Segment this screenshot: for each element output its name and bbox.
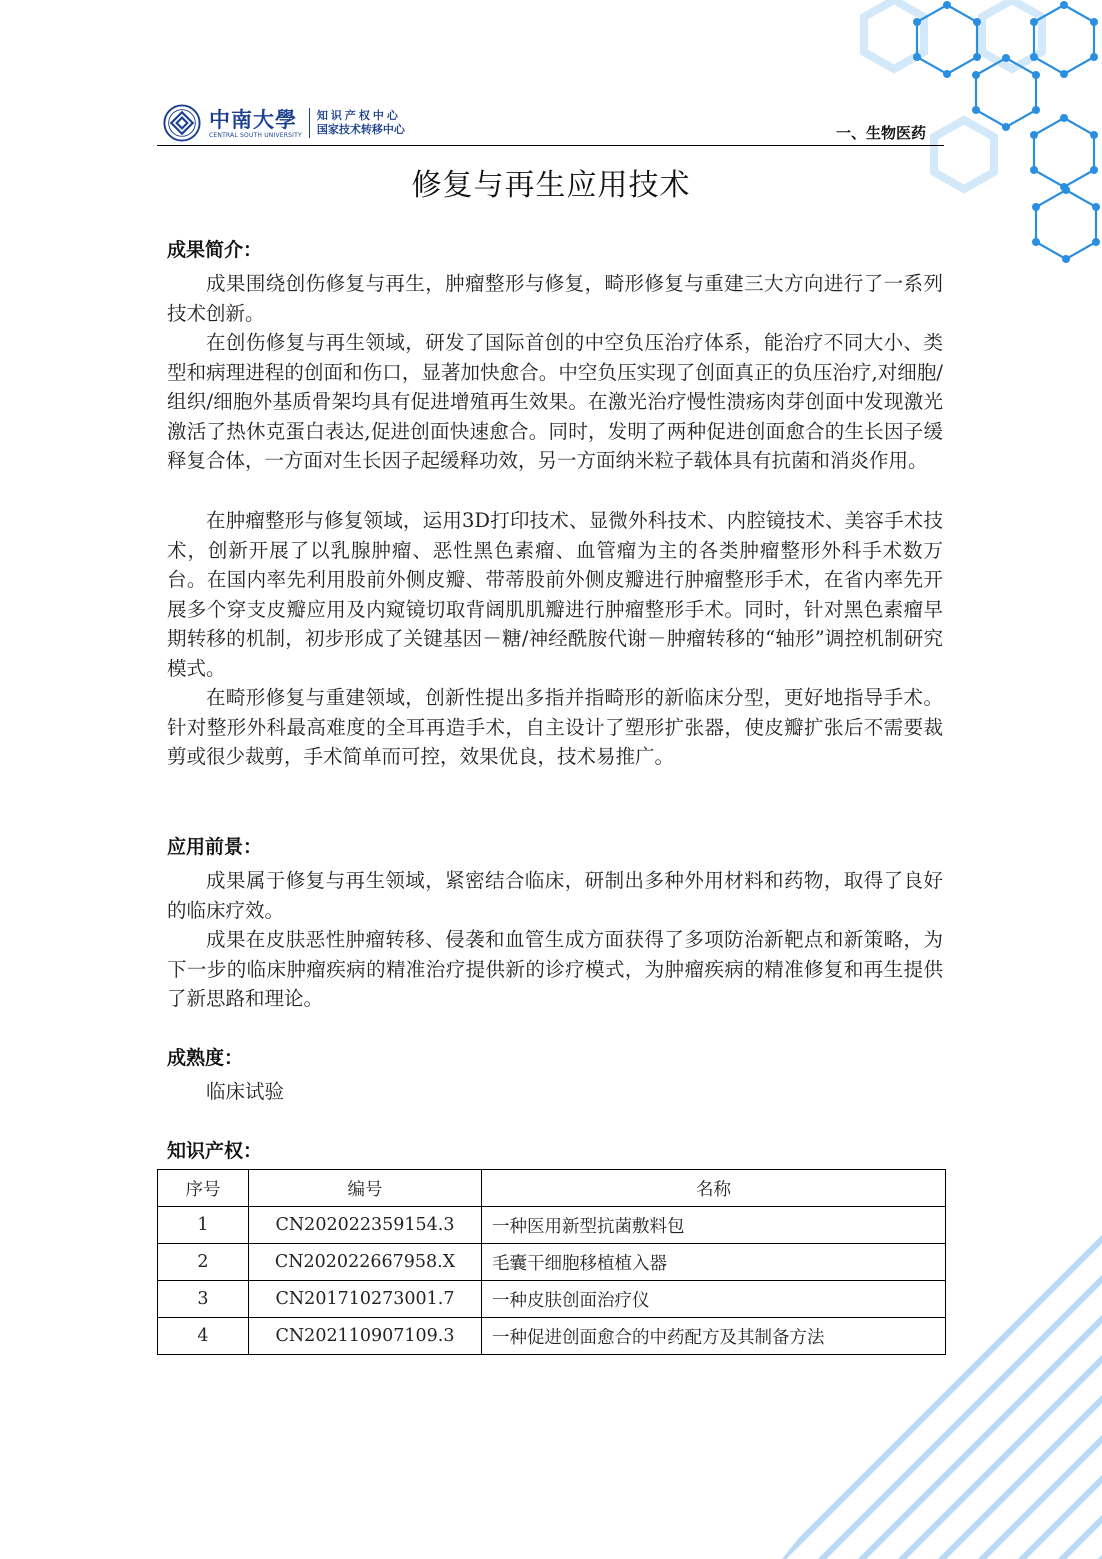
ip-heading: 知识产权： bbox=[167, 1140, 263, 1162]
intro-paragraph: 在肿瘤整形与修复领域，运用3D打印技术、显微外科技术、内腔镜技术、美容手术技术，创新开展了以乳腺肿瘤、恶性黑色素瘤、血管瘤为主的各类肿瘤整形外科手术数万台。在国内率先利用股前外侧皮瓣、带蒂股前外侧皮瓣进行肿瘤整形手术，在省内率先开展多个穿支皮瓣应用及内窥镜切取背阔肌肌瓣进行肿瘤整形手术。同时，针对黑色素瘤早期转移的机制，初步形成了关键基因－糖/神经酰胺代谢－肿瘤转移的“轴形”调控机制研究模式。 bbox=[167, 509, 943, 680]
column-header-index: 序号 bbox=[158, 1170, 249, 1207]
table-row bbox=[158, 1244, 946, 1281]
cell-patent-name: 毛囊干细胞移植植入器 bbox=[482, 1244, 946, 1281]
cell-index: 4 bbox=[158, 1318, 249, 1355]
intro-heading: 成果简介： bbox=[167, 239, 263, 261]
hexagon-decoration bbox=[802, 0, 1102, 300]
column-header-name: 名称 bbox=[482, 1170, 946, 1207]
cell-index: 2 bbox=[158, 1244, 249, 1281]
university-name-cn: 中南大學 bbox=[209, 106, 297, 132]
maturity-value: 临床试验 bbox=[206, 1080, 285, 1103]
table-header-row bbox=[158, 1170, 946, 1207]
ip-table bbox=[157, 1169, 946, 1355]
university-seal-icon bbox=[163, 104, 201, 142]
university-name-en: CENTRAL SOUTH UNIVERSITY bbox=[209, 131, 302, 139]
cell-patent-number: CN202022667958.X bbox=[249, 1244, 482, 1281]
logo-divider bbox=[309, 108, 310, 138]
cell-patent-name: 一种医用新型抗菌敷料包 bbox=[482, 1207, 946, 1244]
header-divider bbox=[157, 145, 944, 146]
prospect-paragraph: 成果属于修复与再生领域，紧密结合临床，研制出多种外用材料和药物，取得了良好的临床疗效。 bbox=[167, 869, 943, 922]
cell-patent-name: 一种皮肤创面治疗仪 bbox=[482, 1281, 946, 1318]
cell-index: 1 bbox=[158, 1207, 249, 1244]
prospect-paragraph: 成果在皮肤恶性肿瘤转移、侵袭和血管生成方面获得了多项防治新靶点和新策略，为下一步的临床肿瘤疾病的精准治疗提供新的诊疗模式，为肿瘤疾病的精准修复和再生提供了新思路和理论。 bbox=[167, 928, 943, 1011]
column-header-number: 编号 bbox=[249, 1170, 482, 1207]
table-row bbox=[158, 1318, 946, 1355]
intro-paragraph: 在畸形修复与重建领域，创新性提出多指并指畸形的新临床分型，更好地指导手术。针对整形外科最高难度的全耳再造手术，自主设计了塑形扩张器，使皮瓣扩张后不需要裁剪或很少裁剪，手术简单而可控，效果优良，技术易推广。 bbox=[167, 686, 943, 769]
table-row bbox=[158, 1281, 946, 1318]
cell-index: 3 bbox=[158, 1281, 249, 1318]
intro-paragraph: 成果围绕创伤修复与再生，肿瘤整形与修复，畸形修复与重建三大方向进行了一系列技术创新。 bbox=[167, 272, 943, 325]
cell-patent-number: CN202022359154.3 bbox=[249, 1207, 482, 1244]
category-label: 一、生物医药 bbox=[836, 124, 927, 142]
center-name-line1: 知识产权中心 bbox=[316, 109, 401, 122]
cell-patent-name: 一种促进创面愈合的中药配方及其制备方法 bbox=[482, 1318, 946, 1355]
maturity-heading: 成熟度： bbox=[167, 1047, 244, 1069]
center-name-line2: 国家技术转移中心 bbox=[316, 123, 405, 136]
table-row bbox=[158, 1207, 946, 1244]
prospect-heading: 应用前景： bbox=[167, 836, 263, 858]
header-logo bbox=[163, 103, 405, 143]
cell-patent-number: CN202110907109.3 bbox=[249, 1318, 482, 1355]
page-title: 修复与再生应用技术 bbox=[411, 168, 691, 203]
intro-paragraph: 在创伤修复与再生领域，研发了国际首创的中空负压治疗体系，能治疗不同大小、类型和病理进程的创面和伤口，显著加快愈合。中空负压实现了创面真正的负压治疗,对细胞/组织/细胞外基质骨架均具有促进增殖再生效果。在激光治疗慢性溃疡肉芽创面中发现激光激活了热休克蛋白表达,促进创面快速愈合。同时，发明了两种促进创面愈合的生长因子缓释复合体，一方面对生长因子起缓释功效，另一方面纳米粒子载体具有抗菌和消炎作用。 bbox=[167, 331, 943, 473]
cell-patent-number: CN201710273001.7 bbox=[249, 1281, 482, 1318]
